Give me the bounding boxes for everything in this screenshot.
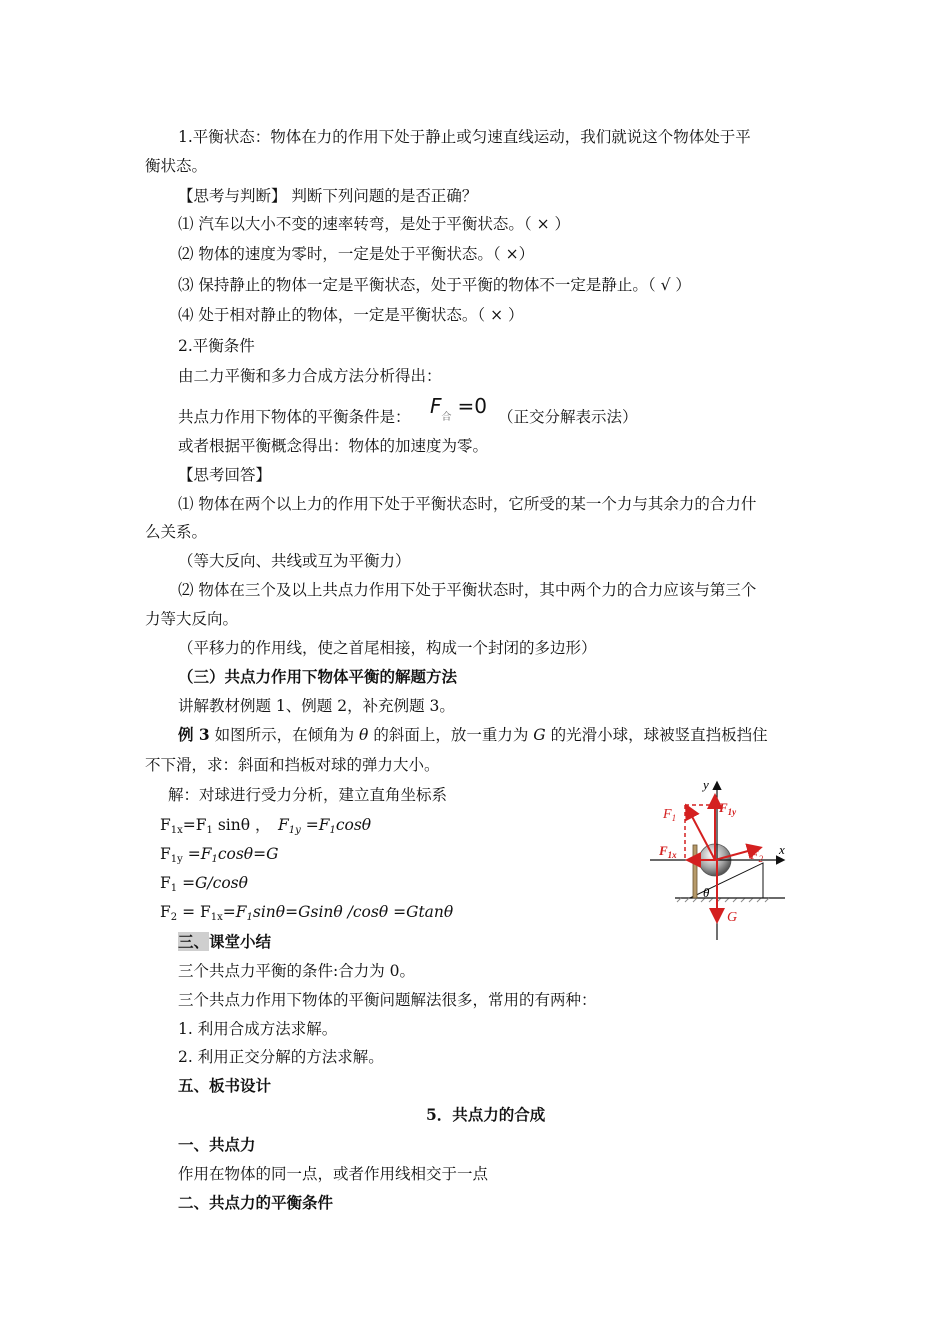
eq-part: =F	[182, 816, 207, 834]
eq-part: cosθ	[335, 816, 372, 834]
summary-title-rest: 课堂小结	[209, 932, 272, 951]
eq-sub: 2	[170, 912, 178, 923]
summary-line-3: 1. 利用合成方法求解。	[178, 1020, 338, 1038]
paragraph-equilibrium-state-cont: 衡状态。	[145, 157, 208, 175]
f1-label: $F_1$	[663, 807, 677, 823]
board-section-2: 二、共点力的平衡条件	[178, 1193, 334, 1212]
condition-prefix: 共点力作用下物体的平衡条件是：	[178, 408, 411, 426]
method-intro: 讲解教材例题 1、例题 2，补充例题 3。	[178, 697, 455, 715]
example-label: 例 3	[178, 725, 210, 744]
board-section-1: 一、共点力	[178, 1135, 256, 1154]
paragraph-equilibrium-state: 1.平衡状态：物体在力的作用下处于静止或匀速直线运动，我们就说这个物体处于平	[178, 128, 751, 146]
question-2: ⑵ 物体在三个及以上共点力作用下处于平衡状态时，其中两个力的合力应该与第三个	[178, 581, 757, 599]
question-1: ⑴ 物体在两个以上力的作用下处于平衡状态时，它所受的某一个力与其余力的合力什	[178, 495, 757, 513]
y-label: y	[703, 777, 709, 792]
equation-4	[160, 902, 453, 925]
theta-label: θ	[703, 885, 710, 900]
method-title: （三）共点力作用下物体平衡的解题方法	[178, 667, 458, 686]
summary-line-1: 三个共点力平衡的条件:合力为 0。	[178, 962, 416, 980]
answer-2: （平移力的作用线，使之首尾相接，构成一个封闭的多边形）	[178, 639, 597, 657]
eq-sub: 1	[211, 854, 218, 865]
summary-line-2: 三个共点力作用下物体的平衡问题解法很多，常用的有两种：	[178, 991, 597, 1009]
formula-sub: 合	[441, 412, 452, 423]
judge-item-3: ⑶ 保持静止的物体一定是平衡状态，处于平衡的物体不一定是静止。（ √ ）	[178, 276, 691, 294]
eq-part: F	[160, 816, 171, 834]
board-title: 五、板书设计	[178, 1076, 272, 1095]
eq-part: F	[160, 845, 171, 863]
eq-sub: 1	[206, 825, 213, 836]
eq-part: sinθ=Gsinθ /cosθ =Gtanθ	[252, 903, 454, 921]
eq-part: =F	[300, 816, 330, 834]
eq-sub: 1x	[170, 825, 183, 836]
eq-part: =G/cosθ	[177, 874, 248, 892]
example-3-cont: 不下滑，求：斜面和挡板对球的弹力大小。	[145, 756, 440, 774]
eq-sub: 1y	[288, 825, 301, 836]
judge-item-1: ⑴ 汽车以大小不变的速率转弯，是处于平衡状态。（ × ）	[178, 215, 571, 233]
equation-1	[160, 815, 271, 838]
answer-1: （等大反向、共线或互为平衡力）	[178, 552, 411, 570]
judge-item-2: ⑵ 物体的速度为零时，一定是处于平衡状态。（ ×）	[178, 245, 535, 263]
derive-text: 由二力平衡和多力合成方法分析得出：	[178, 367, 442, 385]
eq-sub: 1	[329, 825, 336, 836]
equation-3	[160, 873, 248, 896]
eq-part: sinθ ，	[212, 816, 271, 834]
eq-sub: 1	[170, 883, 178, 894]
question-1-cont: 么关系。	[145, 523, 208, 541]
eq-part: F	[278, 816, 289, 834]
example-text-b: 的斜面上，放一重力为	[368, 726, 534, 744]
eq-part: F	[160, 874, 171, 892]
eq-part: =F	[222, 903, 247, 921]
summary-line-4: 2. 利用正交分解的方法求解。	[178, 1048, 384, 1066]
solution-intro: 解：对球进行受力分析，建立直角坐标系	[168, 786, 448, 804]
f2-label: $F_2$	[750, 848, 764, 864]
formula-f: F	[430, 394, 442, 418]
net-force-formula	[430, 396, 487, 421]
judge-header: 【思考与判断】 判断下列问题的是否正确？	[178, 187, 478, 205]
summary-title-highlight: 三、	[178, 932, 210, 951]
board-heading: 5．共点力的合成	[426, 1105, 546, 1124]
eq-part: F	[160, 903, 171, 921]
acceleration-zero-text: 或者根据平衡概念得出：物体的加速度为零。	[178, 437, 489, 455]
eq-part: =F	[182, 845, 212, 863]
equilibrium-condition-title: 2.平衡条件	[178, 337, 255, 355]
answer-header: 【思考回答】	[178, 466, 272, 484]
example-text-c: 的光滑小球，球被竖直挡板挡住	[545, 726, 768, 744]
condition-line	[178, 407, 411, 427]
example-theta: θ	[359, 726, 369, 744]
x-label: x	[779, 842, 785, 857]
formula-rest: =0	[457, 394, 487, 418]
equation-1b	[278, 815, 371, 838]
eq-sub: 1x	[210, 912, 223, 923]
eq-sub: 1	[246, 912, 253, 923]
question-2-cont: 力等大反向。	[145, 610, 239, 628]
board-section-1-text: 作用在物体的同一点，或者作用线相交于一点	[178, 1165, 489, 1183]
summary-title	[178, 932, 271, 952]
eq-part: cosθ=G	[217, 845, 279, 863]
eq-sub: 1y	[170, 854, 183, 865]
example-g: G	[533, 726, 546, 744]
equation-2	[160, 844, 279, 867]
g-label: G	[727, 910, 738, 925]
eq-part: = F	[177, 903, 211, 921]
f1y-label: $F_{1y}$	[719, 800, 737, 817]
f1x-label: $F_{1x}$	[659, 843, 677, 860]
condition-note: （正交分解表示法）	[498, 408, 638, 426]
example-text-a: 如图所示，在倾角为	[209, 726, 360, 744]
force-diagram	[645, 775, 805, 943]
example-3	[178, 725, 768, 745]
baffle-board	[693, 845, 697, 898]
judge-item-4: ⑷ 处于相对静止的物体，一定是平衡状态。（ × ）	[178, 306, 524, 324]
